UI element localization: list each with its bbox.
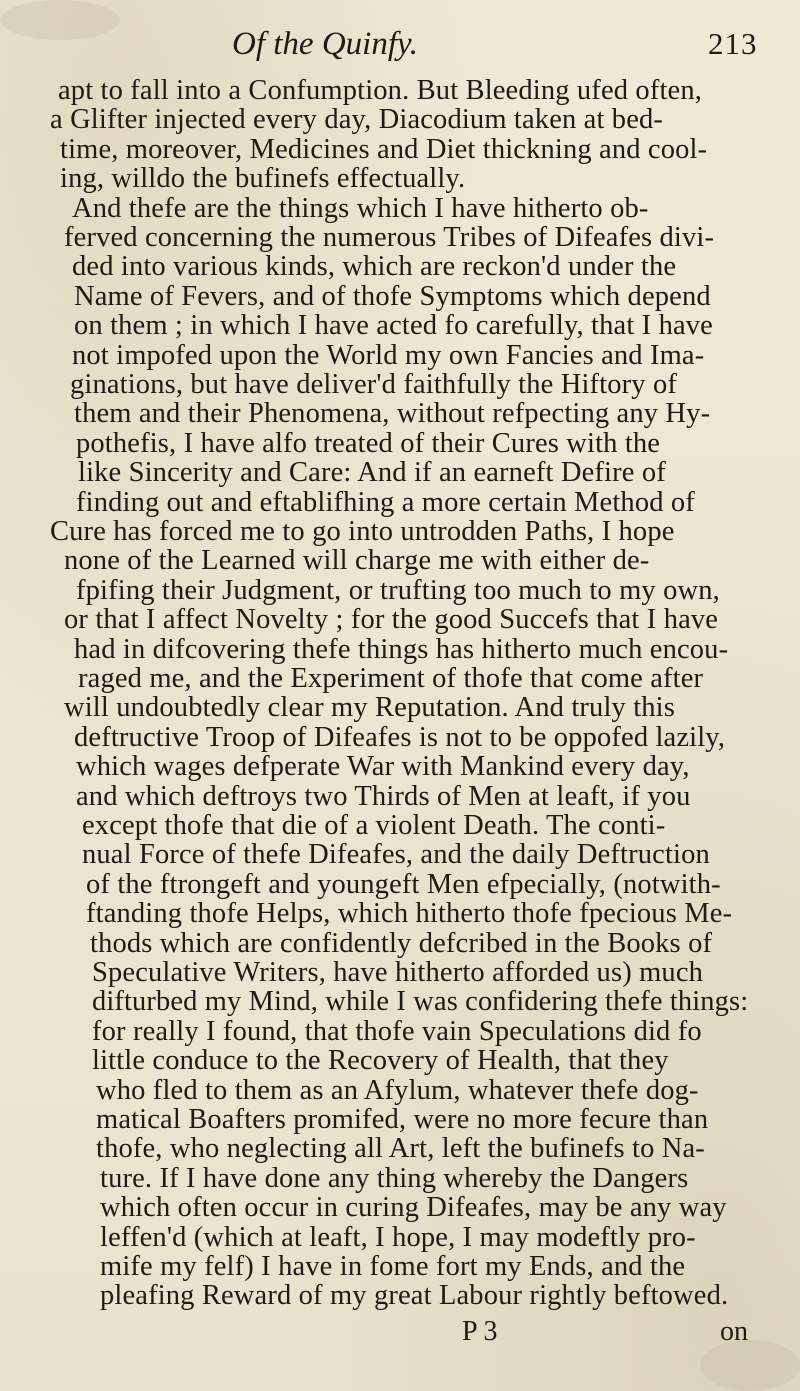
text-line: pleafing Reward of my great Labour rightly beftowed.	[100, 1280, 729, 1312]
text-line: not impofed upon the World my own Fancies and Ima-	[72, 339, 705, 371]
text-line: mife my felf) I have in fome fort my Ends, and the	[100, 1251, 686, 1282]
text-line: ing, willdo the bufinefs effectually.	[60, 163, 466, 195]
signature-mark: P 3	[462, 1316, 498, 1347]
text-line: ture. If I have done any thing whereby the Dangers	[100, 1162, 689, 1194]
text-line: ded into various kinds, which are reckon'd under the	[72, 251, 677, 283]
text-line: ftanding thofe Helps, which hitherto thofe fpecious Me-	[86, 898, 733, 930]
text-line: finding out and eftablifhing a more certain Method of	[76, 486, 695, 518]
text-line: matical Boafters promifed, were no more fecure than	[96, 1104, 709, 1135]
text-line: which often occur in curing Difeafes, may be any way	[100, 1192, 727, 1224]
catchword: on	[720, 1316, 748, 1347]
page-footer	[0, 1312, 800, 1352]
text-line: will undoubtedly clear my Reputation. And truly this	[64, 692, 675, 724]
text-line: for really I found, that thofe vain Speculations did fo	[92, 1015, 702, 1047]
text-line: leffen'd (which at leaft, I hope, I may modeftly pro-	[100, 1221, 696, 1253]
text-line: thods which are confidently defcribed in the Books of	[90, 927, 713, 959]
text-line: raged me, and the Experiment of thofe that come after	[78, 663, 704, 694]
running-head	[0, 22, 800, 66]
text-line: apt to fall into a Confumption. But Bleeding ufed often,	[58, 75, 702, 106]
text-line: a Glifter injected every day, Diacodium taken at bed-	[50, 104, 664, 136]
text-line: difturbed my Mind, while I was confidering thefe things:	[92, 986, 749, 1018]
text-line: pothefis, I have alfo treated of their Cures with the	[76, 427, 661, 459]
text-line: had in difcovering thefe things has hitherto much encou-	[74, 633, 729, 665]
running-head-title: Of the Quinfy.	[232, 26, 419, 62]
text-line: which wages defperate War with Mankind every day,	[76, 751, 690, 783]
text-line: little conduce to the Recovery of Health, that they	[92, 1045, 669, 1077]
text-line: time, moreover, Medicines and Diet thickning and cool-	[60, 133, 708, 165]
text-line: who fled to them as an Afylum, whatever thefe dog-	[96, 1074, 699, 1106]
text-line: And thefe are the things which I have hitherto ob-	[72, 192, 649, 224]
text-line: of the ftrongeft and youngeft Men efpecially, (notwith-	[86, 868, 721, 900]
text-line: Speculative Writers, have hitherto afforded us) much	[92, 957, 704, 988]
text-line: or that I affect Novelty ; for the good Succefs that I have	[64, 604, 719, 636]
text-line: none of the Learned will charge me with either de-	[64, 545, 650, 577]
text-line: like Sincerity and Care: And if an earneft Defire of	[78, 457, 666, 489]
text-line: Name of Fevers, and of thofe Symptoms which depend	[74, 280, 711, 312]
text-line: ginations, but have deliver'd faithfully the Hiftory of	[70, 369, 677, 400]
page-number: 213	[708, 26, 758, 61]
text-line: Cure has forced me to go into untrodden Paths, I hope	[50, 516, 675, 547]
text-line: fpifing their Judgment, or trufting too much to my own,	[76, 574, 720, 606]
text-line: nual Force of thefe Difeafes, and the daily Deftruction	[82, 839, 710, 871]
text-line: them and their Phenomena, without refpecting any Hy-	[74, 398, 711, 430]
text-line: on them ; in which I have acted fo carefully, that I have	[74, 310, 713, 342]
text-line: ferved concerning the numerous Tribes of Difeafes divi-	[64, 222, 715, 253]
text-line: and which deftroys two Thirds of Men at leaft, if you	[76, 780, 691, 812]
text-line: except thofe that die of a violent Death. The conti-	[82, 810, 666, 841]
text-line: thofe, who neglecting all Art, left the bufinefs to Na-	[96, 1133, 705, 1165]
text-line: deftructive Troop of Difeafes is not to be oppofed lazily,	[74, 721, 726, 753]
